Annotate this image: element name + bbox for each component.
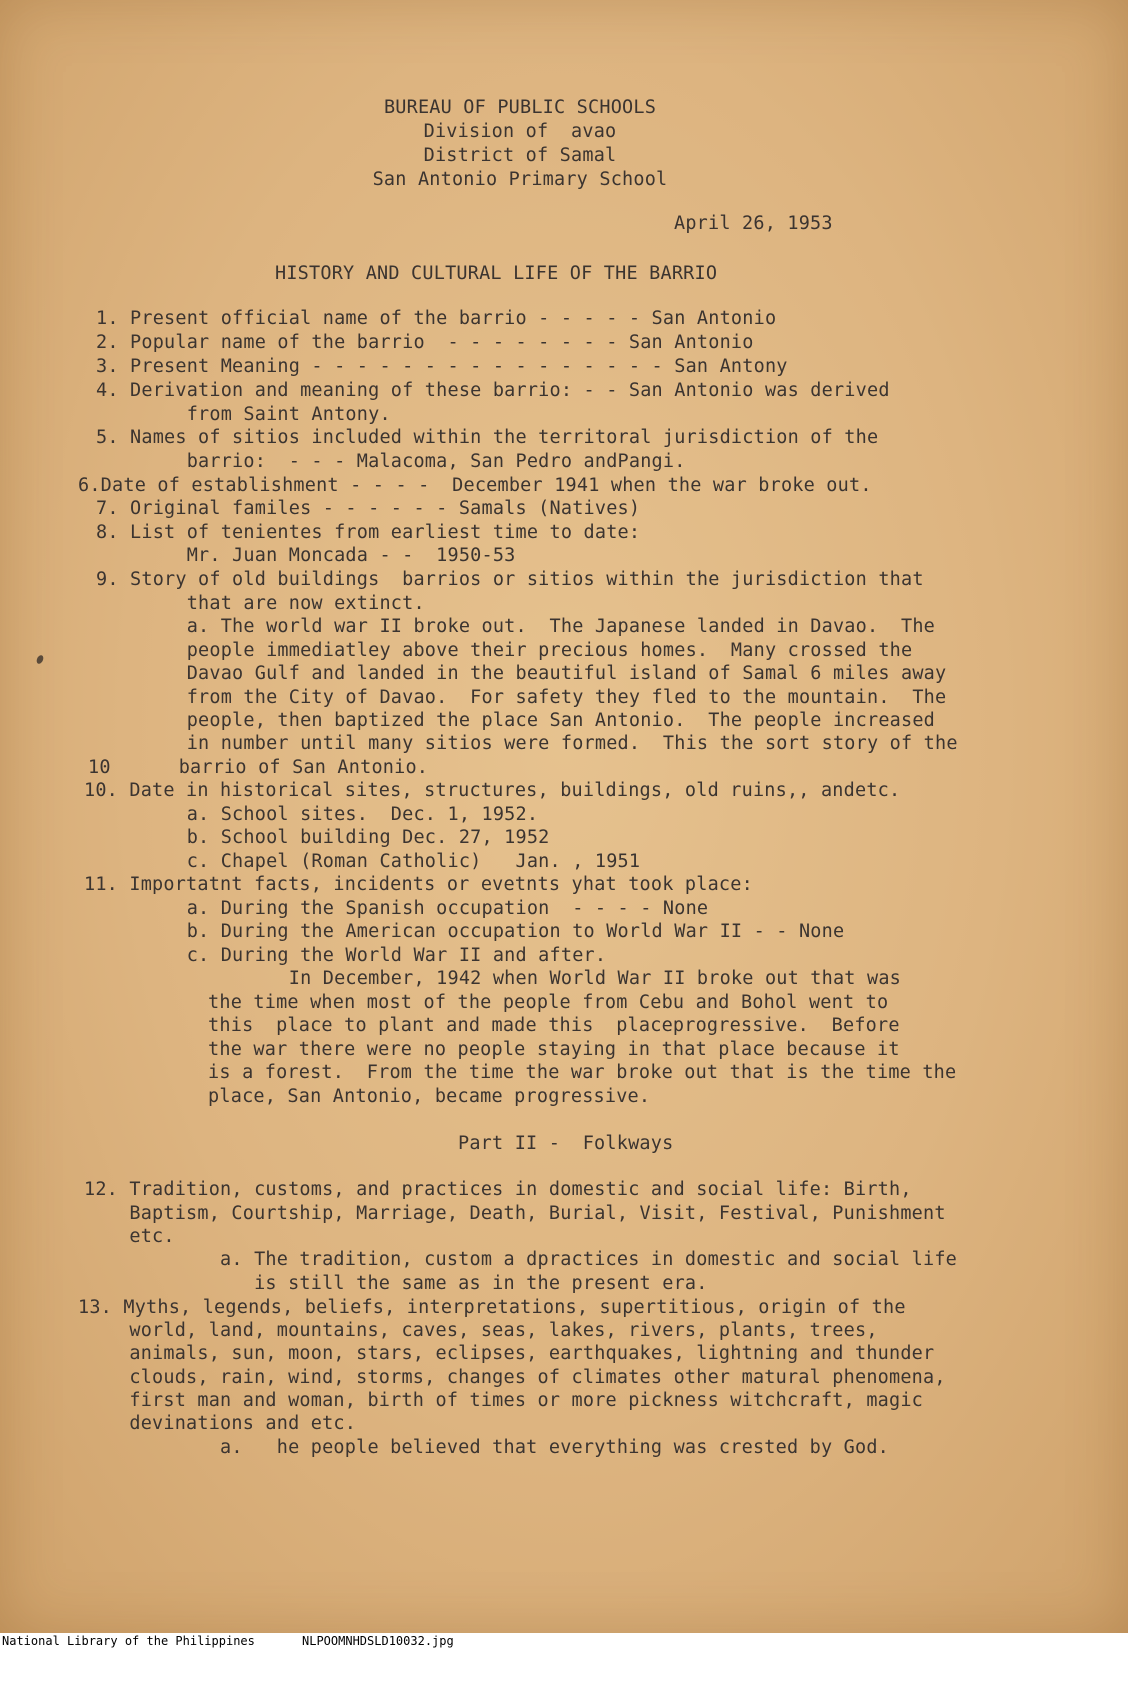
text-line: 7. Original familes - - - - - - Samals (Natives): [96, 498, 641, 519]
text-line: barrio: - - - Malacoma, San Pedro andPangi.: [96, 451, 686, 472]
text-line: Baptism, Courtship, Marriage, Death, Burial, Visit, Festival, Punishment: [84, 1203, 946, 1224]
text-line: animals, sun, moon, stars, eclipses, earthquakes, lightning and thunder: [84, 1343, 935, 1364]
part2-heading: Part II - Folkways: [458, 1133, 674, 1154]
text-line: 13. Myths, legends, beliefs, interpretations, supertitious, origin of the: [78, 1297, 906, 1318]
bureau-heading: BUREAU OF PUBLIC SCHOOLS: [383, 97, 657, 118]
text-line: 10. Date in historical sites, structures, buildings, old ruins,, andetc.: [84, 780, 901, 801]
text-line: 8. List of tenientes from earliest time to date:: [96, 522, 641, 543]
text-line: b. During the American occupation to World War II - - None: [96, 921, 845, 942]
text-line: b. School building Dec. 27, 1952: [96, 827, 550, 848]
text-line: from the City of Davao. For safety they fled to the mountain. The: [96, 687, 947, 708]
text-line: a. he people believed that everything was crested by God.: [84, 1437, 889, 1458]
text-line: is still the same as in the present era.: [84, 1273, 708, 1294]
text-line: 6.Date of establishment - - - - December 1941 when the war broke out.: [78, 475, 872, 496]
text-line: in number until many sitios were formed. This the sort story of the: [96, 733, 958, 754]
text-line: from Saint Antony.: [96, 404, 391, 425]
text-line: c. During the World War II and after.: [96, 945, 607, 966]
text-line: Mr. Juan Moncada - - 1950-53: [96, 545, 516, 566]
text-line: a. The tradition, custom a dpractices in domestic and social life: [84, 1249, 958, 1270]
district-heading: District of Samal: [423, 145, 617, 166]
text-line: this place to plant and made this placeprogressive. Before: [72, 1015, 900, 1036]
school-heading: San Antonio Primary School: [372, 169, 668, 190]
scan-footer: [0, 1633, 1128, 1650]
text-line: clouds, rain, wind, storms, changes of climates other matural phenomena,: [84, 1367, 946, 1388]
text-line: 1. Present official name of the barrio - - - - - San Antonio: [96, 308, 777, 329]
text-line: the war there were no people staying in that place because it: [72, 1039, 900, 1060]
text-line: place, San Antonio, became progressive.: [72, 1086, 651, 1107]
text-line: people, then baptized the place San Antonio. The people increased: [96, 710, 936, 731]
text-line: c. Chapel (Roman Catholic) Jan. , 1951: [96, 851, 641, 872]
text-line: 2. Popular name of the barrio - - - - - - - - San Antonio: [96, 332, 754, 353]
text-line: 3. Present Meaning - - - - - - - - - - - - - - - - San Antony: [96, 356, 788, 377]
text-line: 10 barrio of San Antonio.: [88, 757, 429, 778]
text-line: In December, 1942 when World War II broke out that was: [96, 968, 901, 989]
text-line: the time when most of the people from Cebu and Bohol went to: [72, 992, 889, 1013]
text-line: 9. Story of old buildings barrios or sitios within the jurisdiction that: [96, 569, 924, 590]
division-heading: Division of avao: [423, 121, 617, 142]
text-line: 5. Names of sitios included within the territoral jurisdiction of the: [96, 427, 879, 448]
text-line: a. During the Spanish occupation - - - - None: [96, 898, 709, 919]
text-line: people immediatley above their precious homes. Many crossed the: [96, 640, 913, 661]
text-line: is a forest. From the time the war broke out that is the time the: [72, 1062, 957, 1083]
text-line: 12. Tradition, customs, and practices in domestic and social life: Birth,: [84, 1179, 912, 1200]
text-line: world, land, mountains, caves, seas, lakes, rivers, plants, trees,: [84, 1320, 878, 1341]
library-credit: National Library of the Philippines: [2, 1634, 255, 1648]
text-line: first man and woman, birth of times or more pickness witchcraft, magic: [84, 1390, 924, 1411]
text-line: 4. Derivation and meaning of these barrio: - - San Antonio was derived: [96, 380, 890, 401]
ink-blot: [35, 654, 44, 665]
file-id: NLPOOMNHDSLD10032.jpg: [302, 1634, 454, 1648]
text-line: devinations and etc.: [84, 1413, 357, 1434]
text-line: Davao Gulf and landed in the beautiful island of Samal 6 miles away: [96, 663, 947, 684]
text-line: etc.: [84, 1226, 175, 1247]
document-date: April 26, 1953: [674, 213, 833, 234]
text-line: a. School sites. Dec. 1, 1952.: [96, 804, 539, 825]
text-line: a. The world war II broke out. The Japanese landed in Davao. The: [96, 616, 936, 637]
text-line: 11. Importatnt facts, incidents or evetnts yhat took place:: [84, 874, 753, 895]
document-title: HISTORY AND CULTURAL LIFE OF THE BARRIO: [275, 263, 718, 284]
text-line: that are now extinct.: [96, 593, 425, 614]
